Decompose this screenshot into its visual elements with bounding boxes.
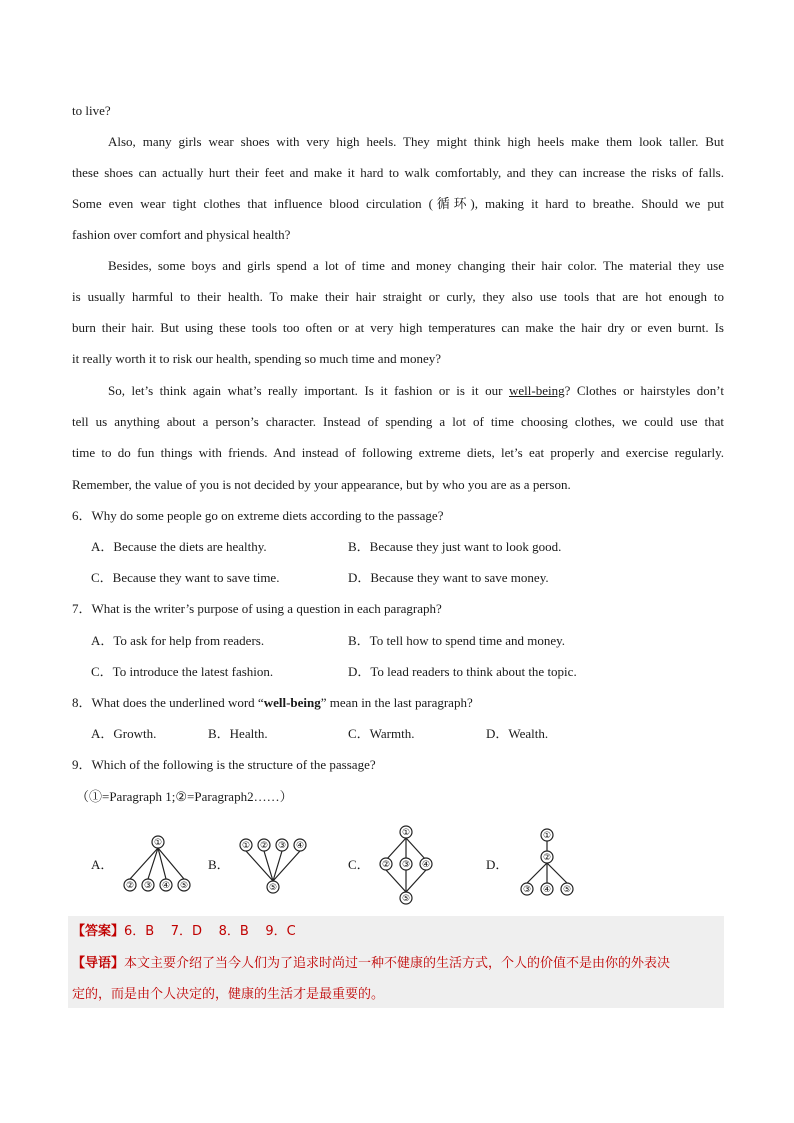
node-3: ③ [522, 885, 532, 895]
q9-option-c-label[interactable]: C． [348, 857, 370, 872]
passage-p2-line3: Some even wear tight clothes that influence blood circulation (循环), making it hard to breathe. Should we put [72, 196, 724, 211]
node-3: ③ [401, 860, 411, 870]
node-1: ① [401, 828, 411, 838]
passage-p3-line2: is usually harmful to their health. To make their hair straight or curly, they also use tools that are hot enough to [72, 289, 724, 304]
question-9-stem: 9．Which of the following is the structure of the passage? [72, 757, 376, 772]
question-9-note: （①=Paragraph 1;②=Paragraph2……） [76, 789, 293, 804]
node-2: ② [542, 853, 552, 863]
underlined-word: well-being [508, 383, 565, 398]
q9-option-b-label[interactable]: B． [208, 857, 230, 872]
node-2: ② [259, 841, 269, 851]
node-1: ① [241, 841, 251, 851]
node-4: ④ [295, 841, 305, 851]
node-3: ③ [277, 841, 287, 851]
node-3: ③ [143, 881, 153, 891]
passage-p4-line1 [108, 383, 724, 399]
guide-line-2: 定的，而是由个人决定的，健康的生活才是最重要的。 [72, 987, 385, 1002]
q7-option-b[interactable]: B．To tell how to spend time and money. [348, 633, 566, 648]
guide-line-1 [72, 955, 670, 973]
q7-option-c[interactable]: C．To introduce the latest fashion. [91, 664, 274, 679]
q9-diagram-b[interactable] [236, 835, 316, 895]
q9-diagram-a[interactable] [118, 830, 198, 894]
node-2: ② [125, 881, 135, 891]
answer-item-9: 9．C [265, 924, 296, 939]
passage-p3-line1: Besides, some boys and girls spend a lot of time and money changing their hair color. The material they use [108, 258, 724, 273]
node-5: ⑤ [562, 885, 572, 895]
q7-option-d[interactable]: D．To lead readers to think about the topic. [348, 664, 577, 679]
question-7-stem: 7．What is the writer’s purpose of using a question in each paragraph? [72, 601, 442, 616]
passage-p4-line2: tell us anything about a person’s character. Instead of spending a lot of time choosing clothes, we could use that [72, 414, 724, 429]
guide-tag: 【导语】 [72, 956, 125, 971]
answer-item-6: 6．B [124, 924, 155, 939]
answer-tag: 【答案】 [72, 924, 125, 939]
node-2: ② [381, 860, 391, 870]
p4-text-after: ? Clothes or hairstyles don’t [564, 383, 724, 398]
q8-option-d[interactable]: D．Wealth. [486, 726, 549, 741]
node-1: ① [542, 831, 552, 841]
q9-option-a-label[interactable]: A． [91, 857, 114, 872]
node-1: ① [153, 838, 163, 848]
guide-text-1: 本文主要介绍了当今人们为了追求时尚过一种不健康的生活方式，个人的价值不是由你的外表决 [124, 956, 671, 971]
passage-p3-line4: it really worth it to risk our health, spending so much time and money? [72, 351, 441, 366]
passage-continuation: to live? [72, 103, 111, 118]
passage-p2-line1: Also, many girls wear shoes with very high heels. They might think high heels make them look taller. But [108, 134, 724, 149]
passage-p2-line2: these shoes can actually hurt their feet and make it hard to walk comfortably, and they can increase the risks of falls. [72, 165, 724, 180]
q8-stem-after: ” mean in the last paragraph? [320, 695, 473, 710]
node-4: ④ [421, 860, 431, 870]
passage-p2-line4: fashion over comfort and physical health? [72, 227, 291, 242]
passage-p3-line3: burn their hair. But using these tools too often or at very high temperatures can make the hair dry or even burnt. Is [72, 320, 724, 335]
q6-option-b[interactable]: B．Because they just want to look good. [348, 539, 562, 554]
node-4: ④ [161, 881, 171, 891]
q6-option-d[interactable]: D．Because they want to save money. [348, 570, 549, 585]
answer-line [72, 923, 296, 941]
q8-stem-before: 8．What does the underlined word “ [72, 695, 264, 710]
passage-p4-line3: time to do fun things with friends. And instead of following extreme diets, let’s eat properly and exercise regularly. [72, 445, 724, 460]
node-5: ⑤ [179, 881, 189, 891]
q8-option-b[interactable]: B．Health. [208, 726, 268, 741]
q8-option-c[interactable]: C．Warmth. [348, 726, 415, 741]
q6-option-a[interactable]: A．Because the diets are healthy. [91, 539, 267, 554]
answer-item-8: 8．B [218, 924, 249, 939]
node-5: ⑤ [268, 883, 278, 893]
p4-text-before: So, let’s think again what’s really important. Is it fashion or is it our [108, 383, 509, 398]
node-5: ⑤ [401, 894, 411, 904]
q9-diagram-c[interactable] [374, 822, 438, 908]
question-6-stem: 6．Why do some people go on extreme diets according to the passage? [72, 508, 444, 523]
q8-option-a[interactable]: A．Growth. [91, 726, 157, 741]
q9-option-d-label[interactable]: D． [486, 857, 509, 872]
answer-item-7: 7．D [170, 924, 203, 939]
q8-bold-word: well-being [263, 695, 321, 710]
question-8-stem [72, 695, 473, 711]
node-4: ④ [542, 885, 552, 895]
passage-p4-line4: Remember, the value of you is not decided by your appearance, but by who you are as a person. [72, 477, 571, 492]
q7-option-a[interactable]: A．To ask for help from readers. [91, 633, 265, 648]
q9-diagram-d[interactable] [514, 825, 578, 899]
q6-option-c[interactable]: C．Because they want to save time. [91, 570, 280, 585]
